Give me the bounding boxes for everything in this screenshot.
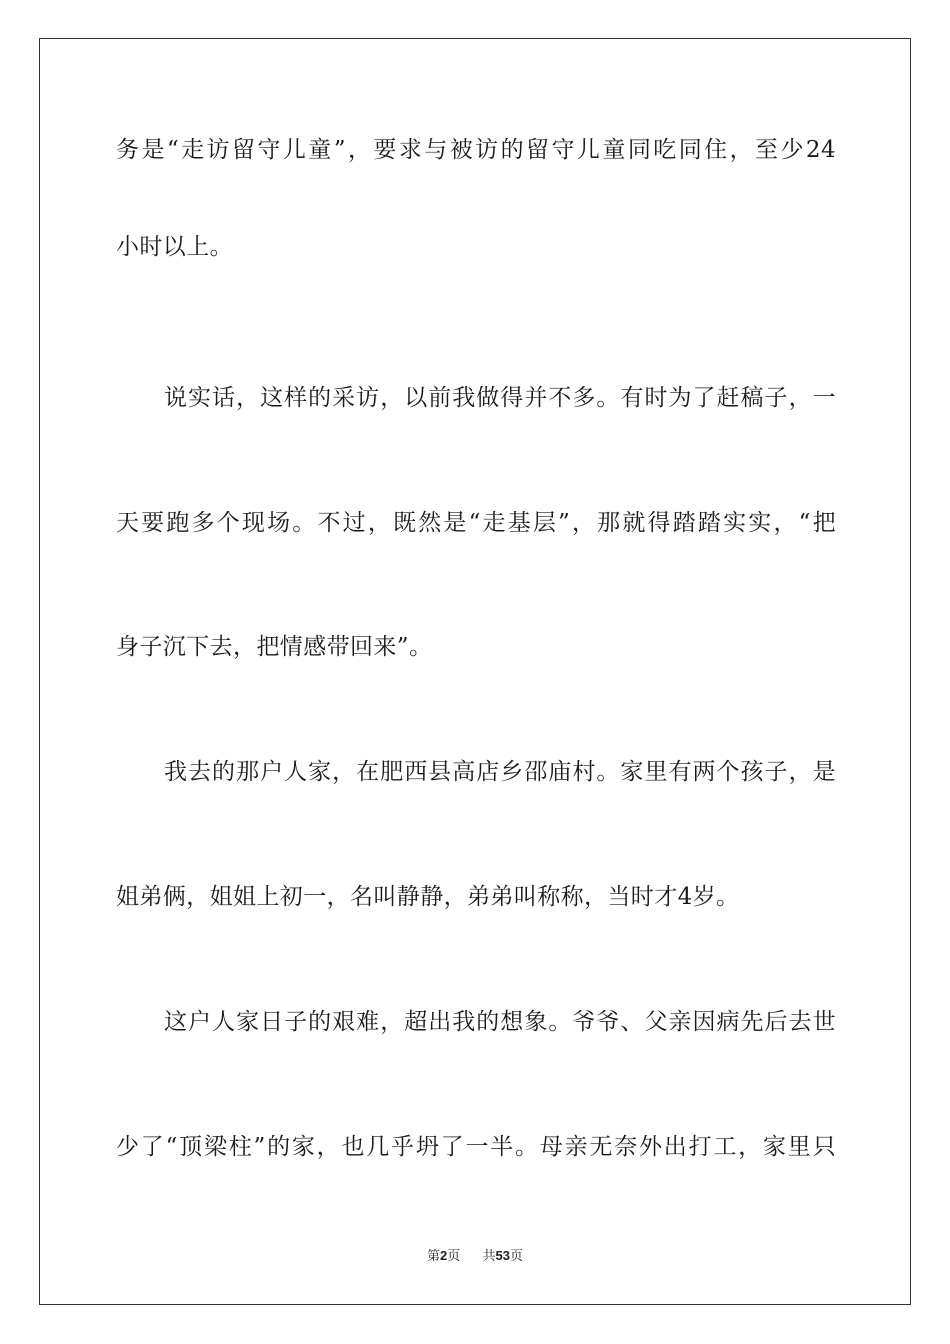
body-text-line: 身子沉下去，把情感带回来”。 [116,634,433,660]
body-text-line: 姐弟俩，姐姐上初一，名叫静静，弟弟叫称称，当时才4岁。 [116,884,740,910]
body-text-line: 少了“顶梁柱”的家，也几乎坍了一半。母亲无奈外出打工，家里只 [116,1134,836,1160]
page-border [39,38,911,1305]
total-pages-label: 共53页 [482,1248,524,1264]
page-footer [0,1247,950,1266]
paragraph-first-line: 这户人家日子的艰难，超出我的想象。爷爷、父亲因病先后去世 [164,1009,836,1035]
body-text-line: 小时以上。 [116,234,233,260]
paragraph-first-line: 我去的那户人家，在肥西县高店乡邵庙村。家里有两个孩子，是 [164,759,836,785]
paragraph-first-line: 说实话，这样的采访，以前我做得并不多。有时为了赶稿子，一 [164,385,836,411]
page-number-label: 第2页 [426,1248,461,1264]
body-text-line: 务是“走访留守儿童”，要求与被访的留守儿童同吃同住，至少24 [116,137,836,163]
body-text-line: 天要跑多个现场。不过，既然是“走基层”，那就得踏踏实实，“把 [116,510,836,536]
